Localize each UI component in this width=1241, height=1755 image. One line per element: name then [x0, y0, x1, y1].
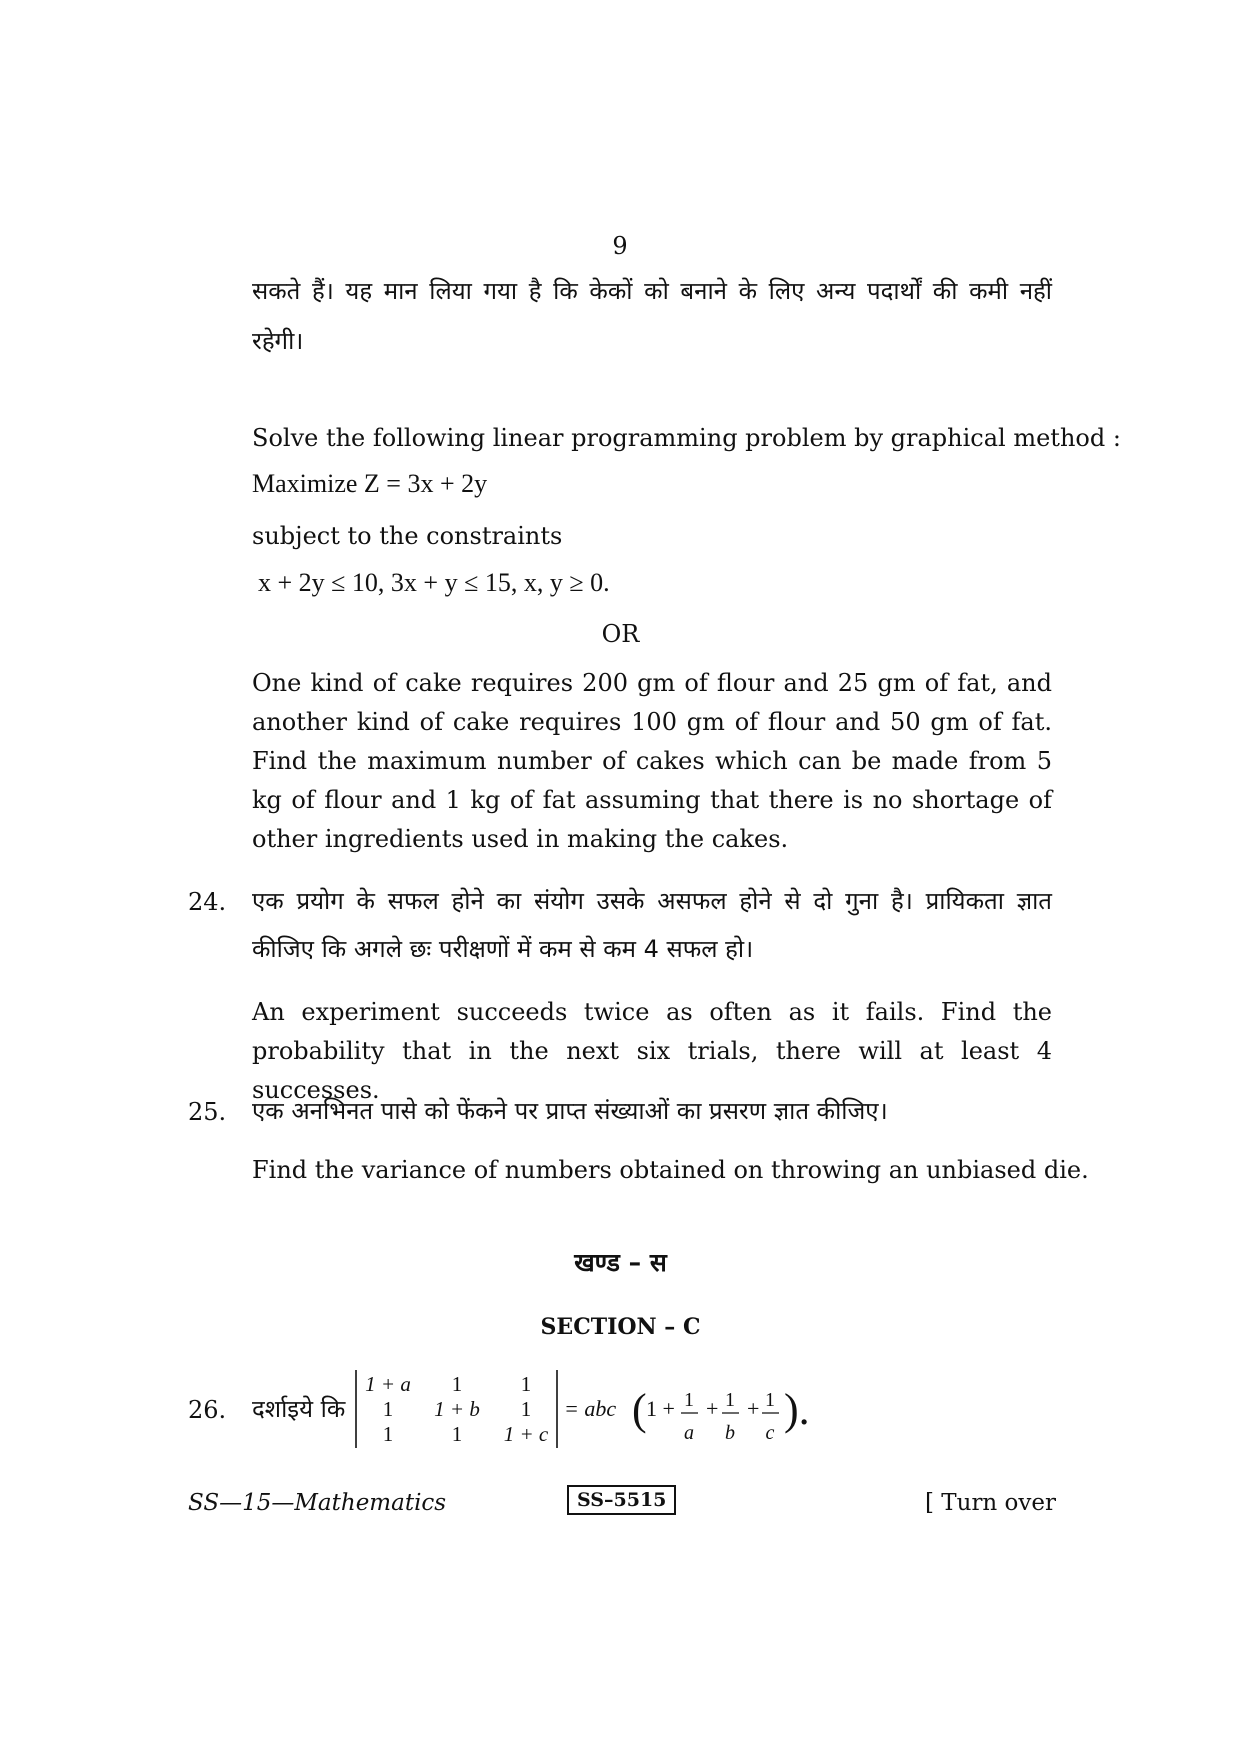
page-number: 9 [612, 232, 628, 260]
matrix-cell-r1c1: 1 + a [365, 1372, 411, 1396]
footer-turn-over: [ Turn over [925, 1490, 1057, 1516]
one-plus: 1 + [646, 1396, 675, 1421]
q24-hindi-line2: कीजिए कि अगले छः परीक्षणों में कम से कम 4 सफल हो। [252, 935, 754, 963]
matrix-cell-r2c1: 1 [382, 1397, 394, 1421]
or-label: OR [601, 620, 640, 648]
paren-close: ). [784, 1385, 810, 1434]
lpp-subject: subject to the constraints [252, 522, 563, 550]
matrix-cell-r3c1: 1 [382, 1422, 394, 1446]
fraction-c-denominator: c [765, 1422, 775, 1444]
equals-abc: = abc [564, 1396, 617, 1421]
footer-subject: SS—15—Mathematics [188, 1490, 447, 1516]
determinant-equation [352, 1368, 827, 1450]
section-title-hindi: खण्ड – स [574, 1248, 667, 1277]
hindi-continuation-line2: रहेगी। [252, 327, 304, 355]
lpp-instruction: Solve the following linear programming problem by graphical method : [252, 424, 1121, 452]
q26-hindi-prefix: दर्शाइये कि [252, 1395, 346, 1423]
fraction-b-numerator: 1 [725, 1389, 735, 1411]
matrix-cell-r1c2: 1 [451, 1372, 463, 1396]
plus-2: + [747, 1396, 760, 1421]
matrix-cell-r2c2: 1 + b [434, 1397, 480, 1421]
plus-1: + [706, 1396, 719, 1421]
lpp-objective: Maximize Z = 3x + 2y [252, 469, 488, 498]
fraction-a-numerator: 1 [684, 1389, 694, 1411]
q24-english: An experiment succeeds twice as often as it fails. Find the probability that in the next six trials, there will at least 4 successes. [252, 998, 1052, 1104]
lpp-constraints: x + 2y ≤ 10, 3x + y ≤ 15, x, y ≥ 0. [258, 568, 610, 597]
q25-number: 25. [188, 1098, 227, 1126]
section-title-english: SECTION – C [540, 1314, 701, 1340]
matrix-cell-r3c3: 1 + c [503, 1422, 549, 1446]
hindi-continuation-line1: सकते हैं। यह मान लिया गया है कि केकों को बनाने के लिए अन्य पदार्थों की कमी नहीं [252, 277, 1052, 305]
matrix-cell-r1c3: 1 [520, 1372, 532, 1396]
fraction-b-denominator: b [725, 1422, 735, 1444]
paren-open: ( [632, 1385, 647, 1434]
q26-number: 26. [188, 1396, 227, 1424]
cake-problem: One kind of cake requires 200 gm of flour and 25 gm of fat, and another kind of cake requires 100 gm of flour and 50 gm of fat. Find the maximum number of cakes which can be made from 5 kg of flour and 1 kg of fat assuming that there is no shortage of other ingredients used in making the cakes. [252, 669, 1052, 853]
fraction-a-denominator: a [684, 1422, 694, 1444]
q25-hindi: एक अनभिनत पासे को फेंकने पर प्राप्त संख्याओं का प्रसरण ज्ञात कीजिए। [252, 1097, 888, 1125]
q24-number: 24. [188, 888, 227, 916]
q24-hindi-line1: एक प्रयोग के सफल होने का संयोग उसके असफल होने से दो गुना है। प्रायिकता ज्ञात [252, 887, 1052, 915]
fraction-c-numerator: 1 [765, 1389, 775, 1411]
footer-paper-code: SS–5515 [567, 1485, 676, 1515]
matrix-cell-r2c3: 1 [520, 1397, 532, 1421]
matrix-cell-r3c2: 1 [451, 1422, 463, 1446]
q25-english: Find the variance of numbers obtained on throwing an unbiased die. [252, 1156, 1089, 1184]
